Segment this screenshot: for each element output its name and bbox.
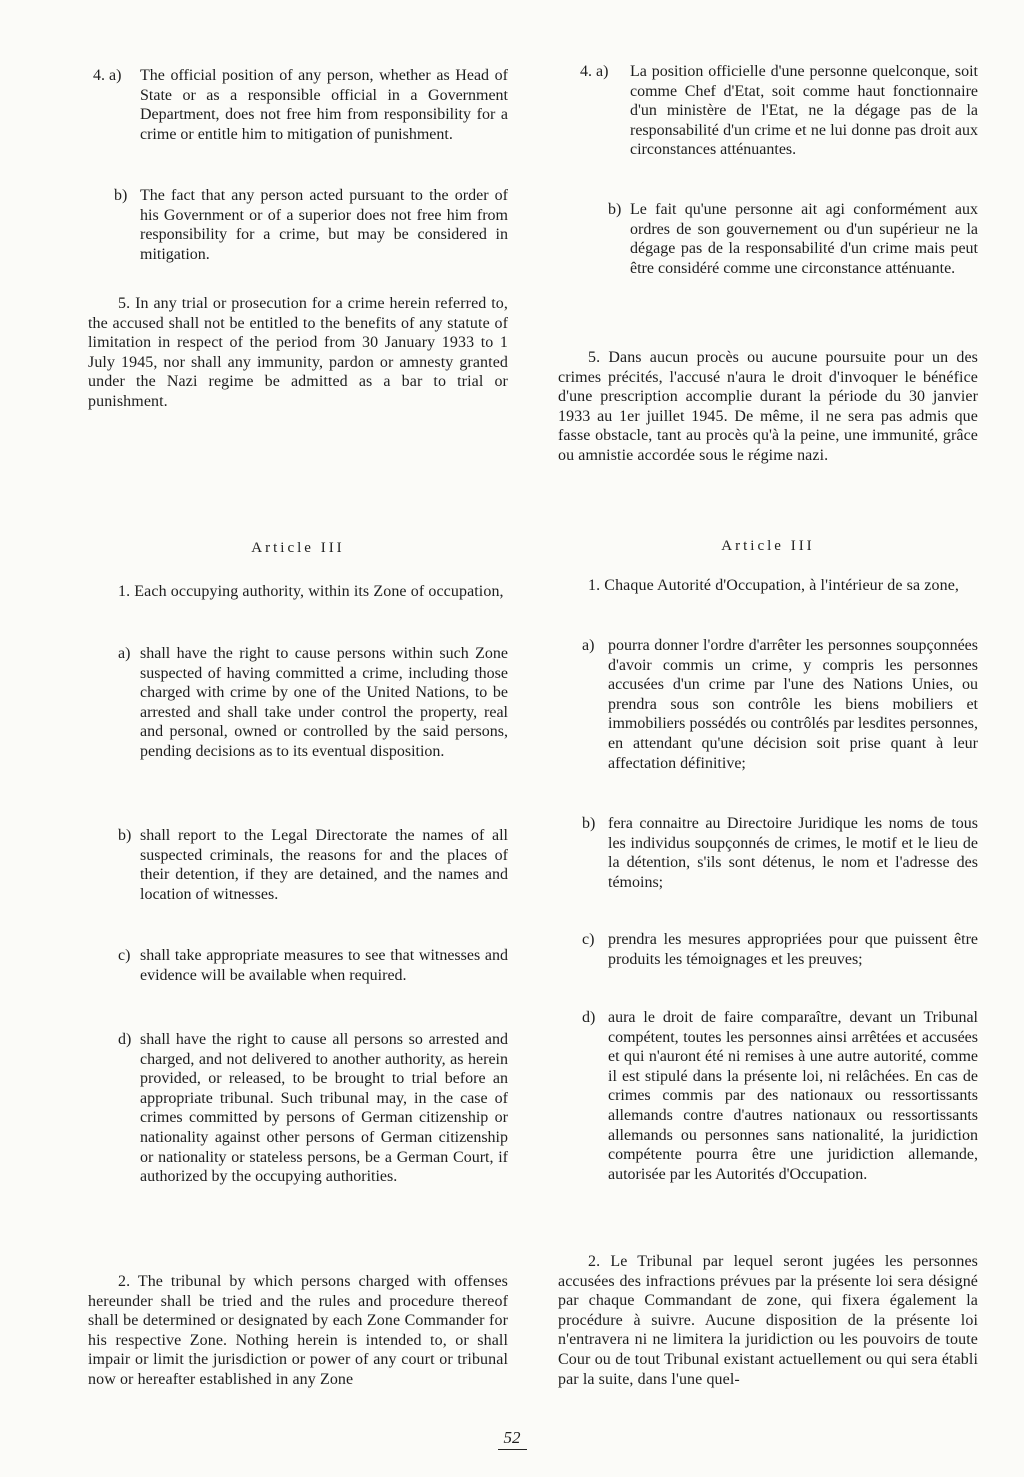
article-iii-1b-text-fr: fera connaitre au Directoire Juridique les noms de tous les individus soupçonnés de crimes, le motif et le lieu de la détention, s'ils sont détenus, le nom et l'adresse des témoins; bbox=[608, 815, 978, 891]
article-iii-1-intro: 1. Each occupying authority, within its Zone of occupation, bbox=[118, 583, 504, 600]
article-iii-heading: Article III bbox=[251, 540, 345, 556]
article-iii-1c-text: shall take appropriate measures to see that witnesses and evidence will be available when required. bbox=[140, 947, 508, 984]
article-ii-4a-label: 4. a) bbox=[93, 67, 122, 84]
article-iii-1c-text-fr: prendra les mesures appropriées pour que puissent être produits les témoignages et les preuves; bbox=[608, 931, 978, 968]
article-iii-1d-text-fr: aura le droit de faire comparaître, devant un Tribunal compétent, toutes les personnes ainsi arrêtées et accusées et qui n'auront été ni remises à une autre autorité, comme il est stipulé dans la présente loi, ni relâchées. En cas de crimes commis par des nationaux ou ressortissants allemands contre d'autres nationaux ou ressortissants allemands ou personnes sans nationalité, la juridiction compétente pourra être une juridiction allemande, autorisée par les Autorités d'Occupation. bbox=[608, 1009, 978, 1183]
article-iii-1a-label: a) bbox=[118, 645, 131, 662]
article-iii-1b-label: b) bbox=[118, 827, 132, 844]
article-ii-4b-text: The fact that any person acted pursuant to the order of his Government or of a superior does not free him from responsibility for a crime, but may be considered in mitigation. bbox=[140, 187, 508, 263]
article-iii-1a-text: shall have the right to cause persons within such Zone suspected of having committed a crime, including those charged with crime by one of the United Nations, to be arrested and shall take under control the property, real and personal, owned or controlled by the said persons, pending decisions as to its eventual disposition. bbox=[140, 645, 508, 760]
article-iii-1c-label-fr: c) bbox=[582, 931, 595, 948]
article-ii-4b-label: b) bbox=[114, 187, 128, 204]
article-ii-4a-label-fr: 4. a) bbox=[580, 63, 609, 80]
article-iii-1b-label-fr: b) bbox=[582, 815, 596, 832]
article-iii-2-text: 2. The tribunal by which persons charged with offenses hereunder shall be tried and the rules and procedure thereof shall be determined or designated by each Zone Commander for his respective Zone. Nothing herein is intended to, or shall impair or limit the jurisdiction or power of any court or tribunal now or hereafter established in any Zone bbox=[88, 1273, 508, 1388]
article-iii-1b-text: shall report to the Legal Directorate the names of all suspected criminals, the reasons for and the places of their detention, if they are detained, and the names and location of witnesses. bbox=[140, 827, 508, 903]
article-iii-1d-text: shall have the right to cause all persons so arrested and charged, and not delivered to another authority, as herein provided, or released, to be brought to trial before an appropriate tribunal. Such tribunal may, in the case of crimes committed by persons of German citizenship or nationality against other persons of German citizenship or nationality or stateless persons, be a German Court, if authorized by the occupying authorities. bbox=[140, 1031, 508, 1186]
article-iii-1c-label: c) bbox=[118, 947, 131, 964]
article-iii-1a-label-fr: a) bbox=[582, 637, 595, 654]
article-iii-1a-text-fr: pourra donner l'ordre d'arrêter les personnes soupçonnées d'avoir commis un crime, y compris les personnes accusées d'un crime par l'une des Nations Unies, ou prendra sous son contrôle les biens mobiliers et immobiliers possédés ou contrôlés par lesdites personnes, en attendant qu'une décision soit prise quant à leur affectation définitive; bbox=[608, 637, 978, 772]
article-iii-heading-fr: Article III bbox=[721, 538, 815, 554]
article-iii-2-text-fr: 2. Le Tribunal par lequel seront jugées les personnes accusées des infractions prévues par la présente loi sera désigné par chaque Commandant de zone, qui fixera également la procédure à suivre. Aucune disposition de la présente loi n'entravera ni ne limitera la juridiction ou les pouvoirs de toute Cour ou de tout Tribunal existant actuellement ou qui sera établi par la suite, dans l'une quel- bbox=[558, 1253, 978, 1388]
article-iii-1d-label-fr: d) bbox=[582, 1009, 596, 1026]
article-iii-1d-label: d) bbox=[118, 1031, 132, 1048]
article-iii-1-intro-fr: 1. Chaque Autorité d'Occupation, à l'intérieur de sa zone, bbox=[588, 577, 960, 594]
article-ii-4a-text-fr: La position officielle d'une personne quelconque, soit comme Chef d'Etat, soit comme haut fonctionnaire d'un ministère de l'Etat, ne la dégage pas de la responsabilité d'un crime et ne lui donne pas droit aux circonstances atténuantes. bbox=[630, 63, 978, 159]
article-ii-5-text: 5. In any trial or prosecution for a crime herein referred to, the accused shall not be entitled to the benefits of any statute of limitation in respect of the period from 30 January 1933 to 1 July 1945, nor shall any immunity, pardon or amnesty granted under the Nazi regime be admitted as a bar to trial or punishment. bbox=[88, 295, 508, 410]
article-ii-4b-text-fr: Le fait qu'une personne ait agi conformément aux ordres de son gouvernement ou d'un supérieur ne la dégage pas de la responsabilité d'un crime mais peut être considéré comme une circonstance atténuante. bbox=[630, 201, 978, 277]
article-ii-5-text-fr: 5. Dans aucun procès ou aucune poursuite pour un des crimes précités, l'accusé n'aura le droit d'invoquer le bénéfice d'une prescription accomplie durant la période du 30 janvier 1933 au 1er juillet 1945. De même, il ne sera pas admis que fasse obstacle, tant au procès qu'à la peine, une immunité, grâce ou amnistie accordée sous le régime nazi. bbox=[558, 349, 978, 464]
article-ii-4b-label-fr: b) bbox=[608, 201, 622, 218]
page-number bbox=[0, 1428, 1024, 1448]
page-number-text: 52 bbox=[498, 1428, 527, 1450]
article-ii-4a-text: The official position of any person, whether as Head of State or as a responsible official in a Government Department, does not free him from responsibility for a crime or entitle him to mitigation of punishment. bbox=[140, 67, 508, 143]
